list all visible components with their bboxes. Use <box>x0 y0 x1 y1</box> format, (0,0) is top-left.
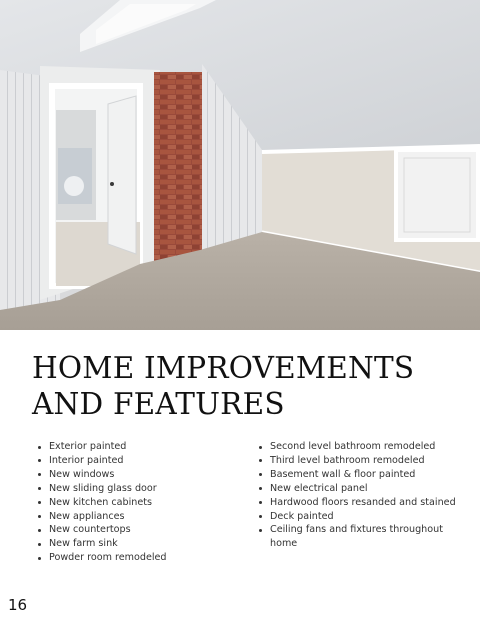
features-list-left <box>37 440 237 565</box>
page-number: 16 <box>8 596 28 614</box>
heading-line-1: HOME IMPROVEMENTS <box>32 351 415 385</box>
feature-item: Second level bathroom remodeled <box>258 440 458 454</box>
feature-item: New sliding glass door <box>37 482 237 496</box>
feature-item: New kitchen cabinets <box>37 496 237 510</box>
feature-item: Hardwood floors resanded and stained <box>258 496 458 510</box>
feature-item: Third level bathroom remodeled <box>258 454 458 468</box>
feature-item: New countertops <box>37 523 237 537</box>
feature-item: Deck painted <box>258 510 458 524</box>
feature-item: Interior painted <box>37 454 237 468</box>
feature-item: Basement wall & floor painted <box>258 468 458 482</box>
feature-item: New farm sink <box>37 537 237 551</box>
feature-item: New appliances <box>37 510 237 524</box>
heading-line-2: AND FEATURES <box>32 387 285 421</box>
feature-item: New electrical panel <box>258 482 458 496</box>
feature-item: Powder room remodeled <box>37 551 237 565</box>
section-heading <box>32 350 414 422</box>
features-list-right <box>258 440 458 551</box>
feature-item: Exterior painted <box>37 440 237 454</box>
feature-item: New windows <box>37 468 237 482</box>
feature-item: Ceiling fans and fixtures throughout home <box>258 523 458 551</box>
